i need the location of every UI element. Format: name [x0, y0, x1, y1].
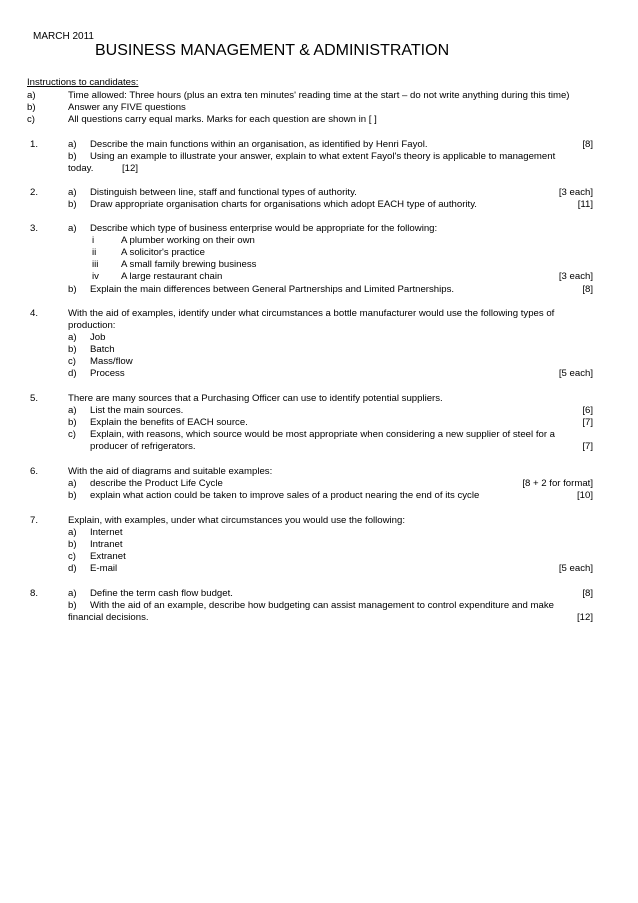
part-label: d)	[68, 563, 77, 574]
instruction-text: All questions carry equal marks. Marks for each question are shown in [ ]	[68, 114, 377, 125]
question-number: 8.	[30, 588, 39, 599]
marks: [7]	[582, 441, 593, 452]
instructions-heading: Instructions to candidates:	[27, 77, 139, 88]
part-text: explain what action could be taken to improve sales of a product nearing the end of its cycle	[90, 490, 480, 501]
part-text: Describe the main functions within an organisation, as identified by Henri Fayol.	[90, 139, 428, 150]
part-text: Process	[90, 368, 125, 379]
part-label: b)	[68, 539, 77, 550]
marks: [3 each]	[558, 271, 593, 282]
part-text: Distinguish between line, staff and functional types of authority.	[90, 187, 357, 198]
part-text: List the main sources.	[90, 405, 184, 416]
part-label: d)	[68, 368, 77, 379]
sub-item-text: A plumber working on their own	[121, 235, 255, 246]
exam-date: MARCH 2011	[33, 31, 94, 42]
question-text: Explain, with examples, under what circumstances you would use the following:	[68, 515, 406, 526]
marks: [8]	[582, 284, 593, 295]
part-label: a)	[68, 478, 77, 489]
part-text: Extranet	[90, 551, 126, 562]
marks: [3 each]	[558, 187, 593, 198]
marks: [7]	[582, 417, 593, 428]
sub-item-label: iv	[92, 271, 99, 282]
part-label: a)	[68, 588, 77, 599]
marks: [5 each]	[558, 368, 593, 379]
part-label: c)	[68, 356, 76, 367]
sub-item-label: i	[92, 235, 95, 246]
marks: [8]	[582, 139, 593, 150]
marks: [8]	[582, 588, 593, 599]
part-text: Batch	[90, 344, 115, 355]
part-text: Draw appropriate organisation charts for organisations which adopt EACH type of authority.	[90, 199, 477, 210]
part-label: b)	[68, 151, 77, 162]
part-label: a)	[68, 332, 77, 343]
marks: [10]	[576, 490, 593, 501]
sub-item-label: ii	[92, 247, 97, 258]
instruction-letter: c)	[27, 114, 35, 125]
part-label: a)	[68, 405, 77, 416]
question-number: 6.	[30, 466, 39, 477]
part-label: a)	[68, 139, 77, 150]
question-text-continued: production:	[68, 320, 116, 331]
part-text	[90, 588, 233, 600]
part-text: With the aid of an example, describe how budgeting can assist management to control expenditure and make	[90, 600, 554, 611]
part-text: Intranet	[90, 539, 123, 550]
marks: [11]	[577, 199, 593, 210]
part-text-continued: financial decisions.	[68, 612, 149, 623]
part-label: b)	[68, 600, 77, 611]
question-number: 3.	[30, 223, 39, 234]
marks: [5 each]	[558, 563, 593, 574]
part-label: b)	[68, 417, 77, 428]
question-text: There are many sources that a Purchasing Officer can use to identify potential suppliers.	[68, 393, 443, 404]
part-text: Mass/flow	[90, 356, 133, 367]
part-text: Explain the main differences between General Partnerships and Limited Partnerships.	[90, 284, 455, 295]
part-text: Explain the benefits of EACH source.	[90, 417, 248, 428]
part-label: a)	[68, 527, 77, 538]
part-text: Describe which type of business enterprise would be appropriate for the following:	[90, 223, 438, 234]
instruction-letter: a)	[27, 90, 36, 101]
part-label: c)	[68, 551, 76, 562]
instruction-text: Time allowed: Three hours (plus an extra ten minutes' reading time at the start – do not write anything during this time)	[68, 90, 570, 101]
question-text: With the aid of diagrams and suitable examples:	[68, 466, 273, 477]
part-text: Explain, with reasons, which source would be most appropriate when considering a new supplier of steel for a	[90, 429, 556, 440]
part-text-continued: producer of refrigerators.	[90, 441, 196, 452]
part-text-prefix: Define the term	[90, 588, 159, 599]
cash-flow-budget-term: cash flow budget	[158, 588, 231, 599]
part-label: b)	[68, 284, 77, 295]
part-label: a)	[68, 223, 77, 234]
sub-item-text: A solicitor's practice	[121, 247, 205, 258]
question-number: 7.	[30, 515, 39, 526]
exam-title: BUSINESS MANAGEMENT & ADMINISTRATION	[95, 42, 450, 59]
part-text-suffix: .	[230, 588, 233, 599]
instruction-text: Answer any FIVE questions	[68, 102, 186, 113]
question-number: 1.	[30, 139, 39, 150]
part-label: a)	[68, 187, 77, 198]
question-number: 5.	[30, 393, 39, 404]
sub-item-text: A small family brewing business	[121, 259, 257, 270]
part-text: Internet	[90, 527, 123, 538]
marks: [6]	[582, 405, 593, 416]
sub-item-text: A large restaurant chain	[121, 271, 223, 282]
part-label: b)	[68, 199, 77, 210]
part-text-continued: today.	[68, 163, 94, 174]
part-label: b)	[68, 490, 77, 501]
marks: [12]	[576, 612, 593, 623]
part-text: describe the Product Life Cycle	[90, 478, 223, 489]
sub-item-label: iii	[92, 259, 99, 270]
question-number: 4.	[30, 308, 39, 319]
part-text: E-mail	[90, 563, 118, 574]
part-text: Job	[90, 332, 106, 343]
part-label: b)	[68, 344, 77, 355]
part-text: Using an example to illustrate your answer, explain to what extent Fayol's theory is applicable to management	[90, 151, 556, 162]
question-number: 2.	[30, 187, 39, 198]
marks: [8 + 2 for format]	[522, 478, 593, 489]
marks: [12]	[122, 163, 139, 174]
question-text: With the aid of examples, identify under what circumstances a bottle manufacturer would use the following types of	[68, 308, 555, 319]
part-label: c)	[68, 429, 76, 440]
instruction-letter: b)	[27, 102, 36, 113]
